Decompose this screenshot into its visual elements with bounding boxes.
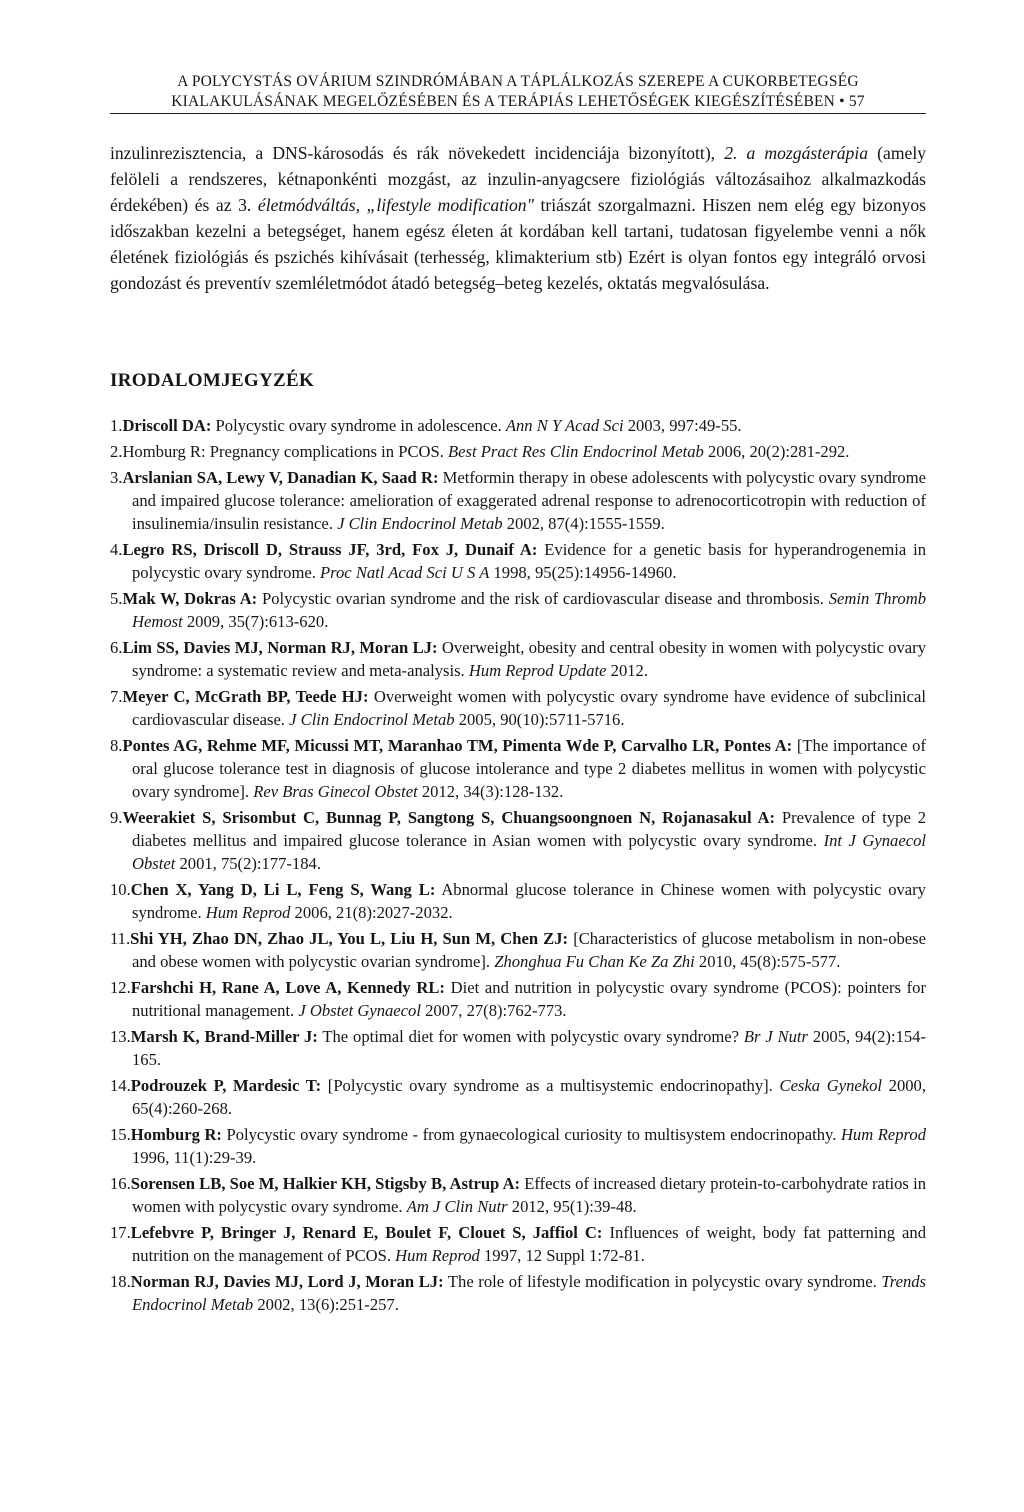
reference-journal: Semin Thromb Hemost: [132, 589, 926, 631]
reference-journal: Hum Reprod: [205, 903, 291, 922]
reference-number: 3.: [110, 468, 123, 487]
reference-number: 6.: [110, 638, 123, 657]
reference-details: 2010, 45(8):575-577.: [694, 952, 841, 971]
reference-title: Diet and nutrition in polycystic ovary syndrome (PCOS): pointers for nutritional management.: [132, 978, 926, 1020]
reference-item: [110, 1025, 926, 1071]
reference-details: 2006, 21(8):2027-2032.: [290, 903, 453, 922]
reference-number: 4.: [110, 540, 123, 559]
reference-authors: Lefebvre P, Bringer J, Renard E, Boulet F, Clouet S, Jaffiol C:: [130, 1223, 603, 1242]
reference-title: Effects of increased dietary protein-to-carbohydrate ratios in women with polycystic ovary syndrome.: [132, 1174, 926, 1216]
reference-journal: J Clin Endocrinol Metab: [289, 710, 455, 729]
reference-details: 2003, 997:49-55.: [623, 416, 742, 435]
reference-authors: Weerakiet S, Srisombut C, Bunnag P, Sangtong S, Chuangsoongnoen N, Rojanasakul A:: [122, 808, 776, 827]
reference-item: [110, 466, 926, 535]
header-line-1: A POLYCYSTÁS OVÁRIUM SZINDRÓMÁBAN A TÁPLÁLKOZÁS SZEREPE A CUKORBETEGSÉG: [177, 73, 859, 90]
reference-list: [110, 414, 926, 1319]
reference-authors: Podrouzek P, Mardesic T:: [130, 1076, 322, 1095]
reference-number: 8.: [110, 736, 123, 755]
reference-authors: Chen X, Yang D, Li L, Feng S, Wang L:: [130, 880, 436, 899]
reference-journal: Hum Reprod: [395, 1246, 480, 1265]
reference-title: [The importance of oral glucose tolerance test in diagnosis of glucose intolerance and type 2 diabetes mellitus in women with polycystic ovary syndrome].: [132, 736, 927, 801]
body-text-1: inzulinrezisztencia, a DNS-károsodás és rák növekedett incidenciája bizonyított),: [110, 143, 725, 163]
reference-journal: Zhonghua Fu Chan Ke Za Zhi: [494, 952, 695, 971]
reference-authors: Lim SS, Davies MJ, Norman RJ, Moran LJ:: [122, 638, 438, 657]
reference-item: [110, 440, 926, 463]
reference-title: Overweight women with polycystic ovary syndrome have evidence of subclinical cardiovascular disease.: [132, 687, 927, 729]
reference-journal: Hum Reprod: [840, 1125, 926, 1144]
header-line-2: [110, 92, 926, 112]
reference-authors: Sorensen LB, Soe M, Halkier KH, Stigsby B, Astrup A:: [130, 1174, 521, 1193]
header-line-2-text: KIALAKULÁSÁNAK MEGELŐZÉSÉBEN ÉS A TERÁPIÁS LEHETŐSÉGEK KIEGÉSZÍTÉSÉBEN: [171, 93, 836, 110]
reference-title: Pregnancy complications in PCOS.: [205, 442, 449, 461]
reference-authors: Farshchi H, Rane A, Love A, Kennedy RL:: [130, 978, 445, 997]
reference-number: 10.: [110, 880, 131, 899]
reference-details: 2000, 65(4):260-268.: [132, 1076, 926, 1118]
body-text-2: (amely felöleli a rendszeres, kétnaponkénti mozgást, az inzulin-anyagcsere fiziológiás változásaihoz alkalmazkodás érdekében) és az 3.: [110, 143, 927, 215]
reference-details: 1998, 95(25):14956-14960.: [489, 563, 677, 582]
reference-details: 2007, 27(8):762-773.: [420, 1001, 567, 1020]
reference-journal: Int J Gynaecol Obstet: [132, 831, 926, 873]
reference-journal: Am J Clin Nutr: [406, 1197, 508, 1216]
reference-details: 2005, 90(10):5711-5716.: [454, 710, 625, 729]
reference-number: 13.: [110, 1027, 131, 1046]
reference-number: 2.: [110, 442, 123, 461]
reference-number: 1.: [110, 416, 123, 435]
reference-title: Overweight, obesity and central obesity in women with polycystic ovary syndrome: a systematic review and meta-analysis.: [132, 638, 926, 680]
reference-item: [110, 878, 926, 924]
body-text-1-italic: 2. a mozgásterápia: [724, 143, 869, 163]
reference-item: [110, 1074, 926, 1120]
reference-title: Influences of weight, body fat patterning and nutrition on the management of PCOS.: [132, 1223, 927, 1265]
reference-item: [110, 976, 926, 1022]
reference-item: [110, 636, 926, 682]
reference-title: Polycystic ovary syndrome in adolescence.: [211, 416, 506, 435]
reference-authors: Legro RS, Driscoll D, Strauss JF, 3rd, Fox J, Dunaif A:: [122, 540, 538, 559]
reference-authors: Homburg R:: [130, 1125, 222, 1144]
reference-number: 17.: [110, 1223, 131, 1242]
reference-title: [Characteristics of glucose metabolism in non-obese and obese women with polycystic ovarian syndrome].: [132, 929, 926, 971]
reference-number: 16.: [110, 1174, 131, 1193]
reference-details: 2005, 94(2):154-165.: [132, 1027, 926, 1069]
reference-authors: Arslanian SA, Lewy V, Danadian K, Saad R:: [122, 468, 439, 487]
reference-journal: Trends Endocrinol Metab: [132, 1272, 926, 1314]
body-text-3: triászát szorgalmazni. Hiszen nem elég egy bizonyos időszakban kezelni a betegséget, hanem egész életen át kordában kell tartani, tudatosan figyelembe venni a nők életének fiziológiás és pszichés kihívásait (terhesség, klimakterium stb) Ezért is olyan fontos egy integráló orvosi gondozást és preventív szemléletmódot átadó betegség–beteg kezelés, oktatás megvalósulása.: [110, 195, 926, 293]
reference-title: Evidence for a genetic basis for hyperandrogenemia in polycystic ovary syndrome.: [132, 540, 926, 582]
reference-number: 12.: [110, 978, 131, 997]
reference-number: 7.: [110, 687, 123, 706]
reference-details: 2006, 20(2):281-292.: [703, 442, 850, 461]
references-heading: IRODALOMJEGYZÉK: [110, 370, 315, 391]
reference-number: 9.: [110, 808, 123, 827]
reference-authors: Norman RJ, Davies MJ, Lord J, Moran LJ:: [130, 1272, 444, 1291]
reference-title: Polycystic ovary syndrome - from gynaecological curiosity to multisystem endocrinopathy.: [221, 1125, 841, 1144]
body-text-2-italic: életmódváltás, „lifestyle modification": [257, 195, 534, 215]
reference-details: 2001, 75(2):177-184.: [175, 854, 321, 873]
reference-title: The optimal diet for women with polycystic ovary syndrome?: [317, 1027, 744, 1046]
reference-details: 2002, 13(6):251-257.: [253, 1295, 399, 1314]
reference-authors: Marsh K, Brand-Miller J:: [130, 1027, 318, 1046]
reference-title: Polycystic ovarian syndrome and the risk of cardiovascular disease and thrombosis.: [257, 589, 829, 608]
reference-journal: Ceska Gynekol: [779, 1076, 882, 1095]
reference-item: [110, 927, 926, 973]
reference-title: [Polycystic ovary syndrome as a multisystemic endocrinopathy].: [321, 1076, 780, 1095]
reference-details: 2002, 87(4):1555-1559.: [502, 514, 665, 533]
reference-title: The role of lifestyle modification in polycystic ovary syndrome.: [443, 1272, 882, 1291]
reference-journal: Hum Reprod Update: [468, 661, 607, 680]
reference-number: 14.: [110, 1076, 131, 1095]
reference-number: 15.: [110, 1125, 131, 1144]
reference-details: 2012, 95(1):39-48.: [507, 1197, 637, 1216]
reference-details: 1997, 12 Suppl 1:72-81.: [479, 1246, 645, 1265]
reference-authors: Driscoll DA:: [122, 416, 212, 435]
reference-number: 11.: [110, 929, 131, 948]
reference-details: 2012, 34(3):128-132.: [417, 782, 564, 801]
reference-item: [110, 1123, 926, 1169]
reference-item: [110, 538, 926, 584]
reference-item: [110, 1221, 926, 1267]
reference-item: [110, 734, 926, 803]
reference-item: [110, 414, 926, 437]
reference-item: [110, 806, 926, 875]
reference-details: 2009, 35(7):613-620.: [182, 612, 329, 631]
reference-title: Metformin therapy in obese adolescents with polycystic ovary syndrome and impaired glucose tolerance: amelioration of exaggerated adrenal response to adrenocorticotropin with reduction of insulinemia/insulin resistance.: [132, 468, 927, 533]
reference-journal: J Clin Endocrinol Metab: [337, 514, 503, 533]
reference-authors: Shi YH, Zhao DN, Zhao JL, You L, Liu H, Sun M, Chen ZJ:: [130, 929, 569, 948]
running-header: [110, 72, 926, 114]
reference-item: [110, 1270, 926, 1316]
reference-authors: Pontes AG, Rehme MF, Micussi MT, Maranhao TM, Pimenta Wde P, Carvalho LR, Pontes A:: [122, 736, 793, 755]
reference-number: 18.: [110, 1272, 131, 1291]
reference-item: [110, 587, 926, 633]
reference-details: 2012.: [606, 661, 648, 680]
reference-journal: J Obstet Gynaecol: [298, 1001, 421, 1020]
reference-title: Abnormal glucose tolerance in Chinese women with polycystic ovary syndrome.: [132, 880, 926, 922]
page-number: • 57: [839, 93, 865, 110]
body-paragraph: [110, 140, 926, 296]
reference-journal: Rev Bras Ginecol Obstet: [253, 782, 418, 801]
reference-authors: Meyer C, McGrath BP, Teede HJ:: [122, 687, 369, 706]
reference-title: Prevalence of type 2 diabetes mellitus and impaired glucose tolerance in Asian women with polycystic ovary syndrome.: [132, 808, 926, 850]
reference-item: [110, 1172, 926, 1218]
reference-journal: Br J Nutr: [743, 1027, 808, 1046]
reference-authors: Mak W, Dokras A:: [122, 589, 258, 608]
reference-journal: Ann N Y Acad Sci: [505, 416, 624, 435]
reference-details: 1996, 11(1):29-39.: [132, 1148, 257, 1167]
reference-authors: Homburg R:: [122, 442, 206, 461]
reference-number: 5.: [110, 589, 123, 608]
reference-item: [110, 685, 926, 731]
reference-journal: Best Pract Res Clin Endocrinol Metab: [448, 442, 704, 461]
reference-journal: Proc Natl Acad Sci U S A: [320, 563, 490, 582]
